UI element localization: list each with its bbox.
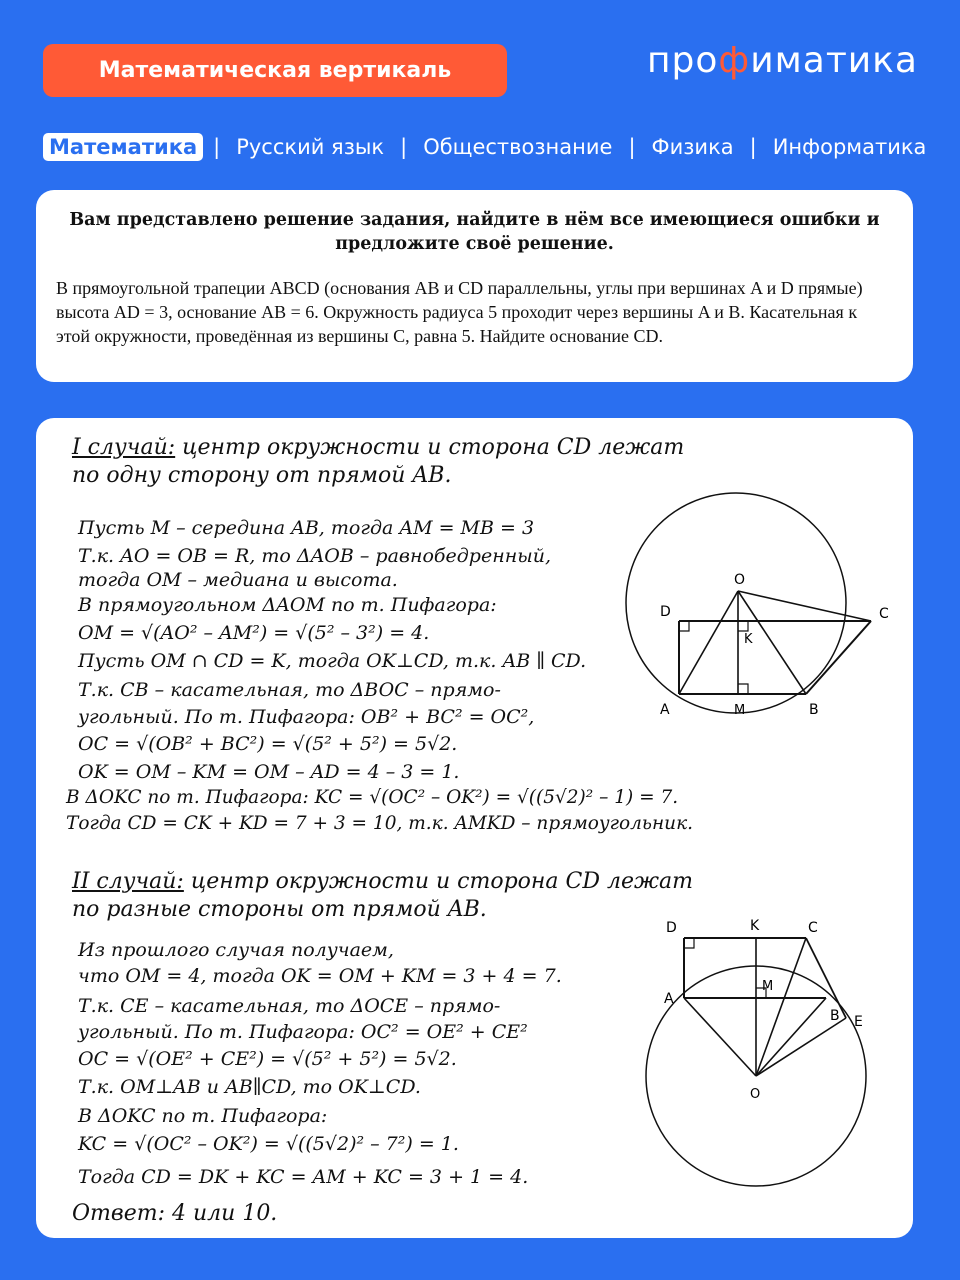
case2-step: Т.к. CE – касательная, то ΔOCE – прямо- [78, 995, 501, 1017]
label-c: C [808, 920, 818, 936]
label-o: O [734, 572, 746, 588]
case2-step: В ΔOKC по т. Пифагора: [78, 1105, 328, 1127]
nav-separator: | [749, 135, 757, 159]
label-m: M [762, 979, 774, 994]
label-e: E [854, 1014, 863, 1030]
nav-item-math[interactable]: Математика [43, 133, 203, 161]
segment-cb [806, 621, 871, 694]
case2-step: OC = √(OE² + CE²) = √(5² + 5²) = 5√2. [78, 1048, 457, 1070]
label-k: K [750, 918, 760, 934]
nav-item-russian[interactable]: Русский язык [236, 135, 385, 159]
case1-step: Т.к. AO = OB = R, то ΔAOB – равнобедренный, [78, 545, 551, 567]
case1-heading: I случай: центр окружности и сторона CD лежат [72, 435, 685, 460]
segment-oc [756, 938, 806, 1076]
case2-heading: II случай: центр окружности и сторона CD лежат [72, 869, 693, 894]
label-a: A [660, 702, 670, 718]
nav-separator: | [400, 135, 408, 159]
case2-step: Тогда CD = DK + KC = AM + KC = 3 + 1 = 4. [78, 1166, 529, 1188]
vertical-badge: Математическая вертикаль [43, 44, 507, 97]
label-b: B [830, 1008, 840, 1024]
task-card [36, 190, 913, 382]
segment-ce [806, 938, 846, 1018]
figure-case2 [626, 908, 913, 1238]
right-angle-k [738, 621, 748, 631]
nav-item-physics[interactable]: Физика [651, 135, 734, 159]
circle [626, 493, 846, 713]
nav-item-social[interactable]: Обществознание [423, 135, 613, 159]
nav-item-informatics[interactable]: Информатика [772, 135, 927, 159]
segment-oa [679, 591, 738, 694]
case1-step: OM = √(AO² – AM²) = √(5² – 3²) = 4. [78, 622, 430, 644]
nav-separator: | [213, 135, 221, 159]
case2-step: KC = √(OC² – OK²) = √((5√2)² – 7²) = 1. [78, 1133, 459, 1155]
case1-step: В прямоугольном ΔAOM по т. Пифагора: [78, 594, 497, 616]
case1-step: Тогда CD = CK + KD = 7 + 3 = 10, т.к. AMKD – прямоугольник. [66, 813, 694, 834]
task-text: В прямоугольной трапеции ABCD (основания AB и CD параллельны, углы при вершинах A и D прямые) высота AD = 3, основание AB = 6. Окружность радиуса 5 проходит через вершины A и B. Касательная к этой окружности, проведённая из вершины C, равна 5. Найдите основание CD. [56, 278, 863, 346]
case2-heading-line2: по разные стороны от прямой AB. [72, 897, 487, 922]
case2-step: угольный. По т. Пифагора: OC² = OE² + CE² [78, 1021, 528, 1043]
case1-step: OK = OM – KM = OM – AD = 4 – 3 = 1. [78, 761, 460, 783]
right-angle-d [679, 621, 689, 631]
figure-case1 [616, 488, 913, 808]
case2-step: что OM = 4, тогда OK = OM + KM = 3 + 4 = 7. [78, 965, 562, 987]
profimatika-logo[interactable]: профиматика [647, 40, 918, 81]
case1-step: В ΔOKC по т. Пифагора: KC = √(OC² – OK²) = √((5√2)² – 1) = 7. [66, 787, 679, 808]
case2-step: Т.к. OM⊥AB и AB∥CD, то OK⊥CD. [78, 1076, 421, 1098]
case2-step: Из прошлого случая получаем, [78, 939, 394, 961]
label-d: D [666, 920, 677, 936]
label-o: O [750, 1087, 761, 1102]
case1-heading-line2: по одну сторону от прямой AB. [72, 463, 452, 488]
label-d: D [660, 604, 671, 620]
case1-step: Пусть OM ∩ CD = K, тогда OK⊥CD, т.к. AB ∥ CD. [78, 650, 587, 672]
label-b: B [809, 702, 819, 718]
label-m: M [734, 703, 746, 718]
right-angle-m [738, 684, 748, 694]
segment-oc [738, 591, 871, 621]
answer: Ответ: 4 или 10. [72, 1201, 278, 1226]
subject-nav [43, 130, 932, 164]
segment-oa [684, 998, 756, 1076]
case1-step: тогда OM – медиана и высота. [78, 569, 398, 591]
case1-step: Т.к. CB – касательная, то ΔBOC – прямо- [78, 679, 501, 701]
label-k: K [744, 632, 753, 647]
label-a: A [664, 991, 674, 1007]
right-angle-d [684, 938, 694, 948]
label-c: C [879, 606, 889, 622]
case1-step: угольный. По т. Пифагора: OB² + BC² = OC², [78, 706, 535, 728]
nav-separator: | [628, 135, 636, 159]
case1-step: OC = √(OB² + BC²) = √(5² + 5²) = 5√2. [78, 733, 458, 755]
task-heading: Вам представлено решение задания, найдите в нём все имеющиеся ошибки и предложите своё решение. [69, 210, 880, 254]
solution-card [36, 418, 913, 1238]
case1-step: Пусть M – середина AB, тогда AM = MB = 3 [78, 517, 535, 539]
